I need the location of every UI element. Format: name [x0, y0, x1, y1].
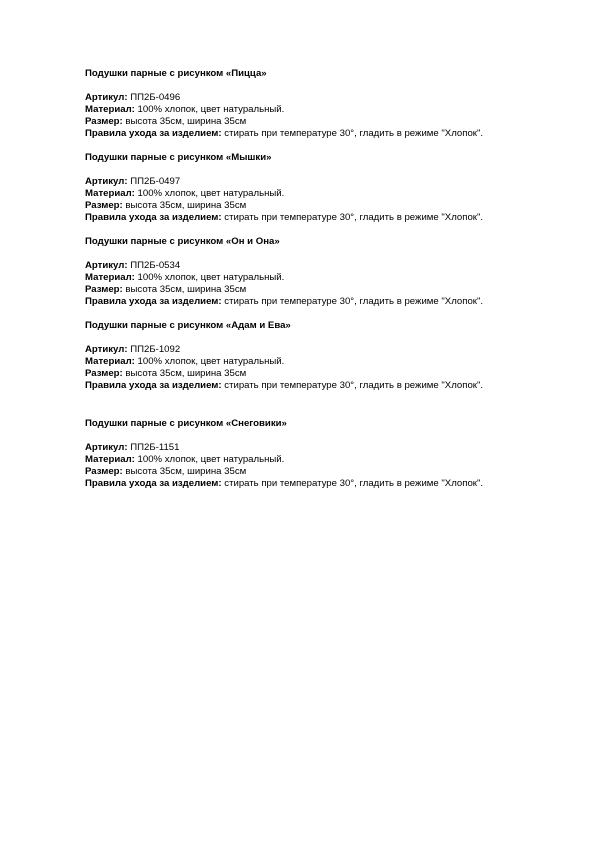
material-line: [85, 356, 575, 368]
sku-value: ПП2Б-0534: [130, 260, 181, 271]
size-label: Размер:: [85, 466, 123, 477]
spacer: [85, 392, 575, 418]
size-label: Размер:: [85, 200, 123, 211]
product-title: Подушки парные с рисунком «Мышки»: [85, 152, 272, 163]
size-value: высота 35см, ширина 35см: [125, 200, 247, 211]
care-line: [85, 296, 575, 308]
sku-value: ПП2Б-0496: [130, 92, 181, 103]
care-label: Правила ухода за изделием:: [85, 380, 222, 391]
spacer: [85, 224, 575, 236]
size-value: высота 35см, ширина 35см: [125, 284, 247, 295]
material-line: [85, 104, 575, 116]
sku-line: [85, 442, 575, 454]
product-title: Подушки парные с рисунком «Он и Она»: [85, 236, 280, 247]
sku-value: ПП2Б-1151: [130, 442, 180, 453]
sku-line: [85, 344, 575, 356]
care-line: [85, 380, 575, 392]
care-value: стирать при температуре 30°, гладить в режиме "Хлопок".: [224, 380, 484, 391]
material-value: 100% хлопок, цвет натуральный.: [137, 272, 285, 283]
product-title: Подушки парные с рисунком «Снеговики»: [85, 418, 287, 429]
material-label: Материал:: [85, 272, 135, 283]
size-line: [85, 466, 575, 478]
size-label: Размер:: [85, 284, 123, 295]
size-value: высота 35см, ширина 35см: [125, 466, 247, 477]
sku-line: [85, 92, 575, 104]
size-line: [85, 284, 575, 296]
care-line: [85, 478, 575, 490]
spacer: [85, 308, 575, 320]
material-label: Материал:: [85, 454, 135, 465]
size-label: Размер:: [85, 368, 123, 379]
size-line: [85, 116, 575, 128]
material-value: 100% хлопок, цвет натуральный.: [137, 454, 285, 465]
care-label: Правила ухода за изделием:: [85, 128, 222, 139]
care-value: стирать при температуре 30°, гладить в режиме "Хлопок".: [224, 478, 484, 489]
material-line: [85, 454, 575, 466]
care-value: стирать при температуре 30°, гладить в режиме "Хлопок".: [224, 212, 484, 223]
care-value: стирать при температуре 30°, гладить в режиме "Хлопок".: [224, 128, 484, 139]
product-block-pizza: [85, 68, 575, 140]
size-value: высота 35см, ширина 35см: [125, 368, 247, 379]
material-value: 100% хлопок, цвет натуральный.: [137, 356, 285, 367]
material-label: Материал:: [85, 188, 135, 199]
material-value: 100% хлопок, цвет натуральный.: [137, 104, 285, 115]
material-label: Материал:: [85, 104, 135, 115]
size-line: [85, 200, 575, 212]
document-page: [85, 68, 575, 490]
sku-label: Артикул:: [85, 260, 128, 271]
material-line: [85, 188, 575, 200]
material-label: Материал:: [85, 356, 135, 367]
sku-value: ПП2Б-1092: [130, 344, 181, 355]
material-line: [85, 272, 575, 284]
size-line: [85, 368, 575, 380]
sku-line: [85, 176, 575, 188]
size-label: Размер:: [85, 116, 123, 127]
care-label: Правила ухода за изделием:: [85, 478, 222, 489]
care-line: [85, 128, 575, 140]
sku-label: Артикул:: [85, 92, 128, 103]
care-value: стирать при температуре 30°, гладить в режиме "Хлопок".: [224, 296, 484, 307]
product-title: Подушки парные с рисунком «Адам и Ева»: [85, 320, 291, 331]
product-block-adam-and-eve: [85, 320, 575, 392]
care-label: Правила ухода за изделием:: [85, 296, 222, 307]
care-label: Правила ухода за изделием:: [85, 212, 222, 223]
sku-label: Артикул:: [85, 442, 128, 453]
product-block-snowmen: [85, 418, 575, 490]
spacer: [85, 140, 575, 152]
material-value: 100% хлопок, цвет натуральный.: [137, 188, 285, 199]
care-line: [85, 212, 575, 224]
product-title: Подушки парные с рисунком «Пицца»: [85, 68, 267, 79]
sku-label: Артикул:: [85, 176, 128, 187]
product-block-he-and-she: [85, 236, 575, 308]
sku-label: Артикул:: [85, 344, 128, 355]
sku-value: ПП2Б-0497: [130, 176, 181, 187]
size-value: высота 35см, ширина 35см: [125, 116, 247, 127]
sku-line: [85, 260, 575, 272]
product-block-mice: [85, 152, 575, 224]
